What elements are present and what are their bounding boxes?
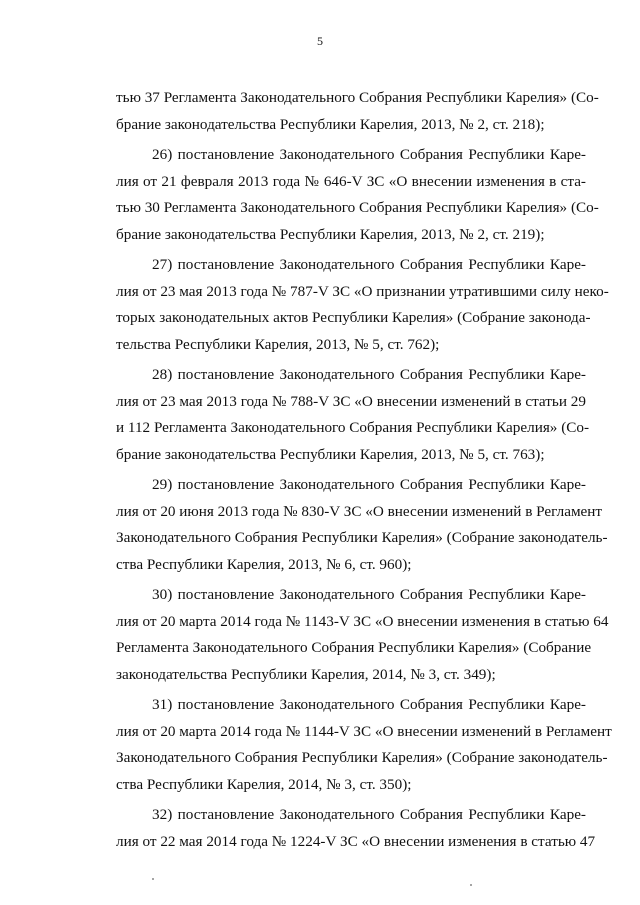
text-line: и 112 Регламента Законодательного Собрания Республики Карелия» (Со-: [116, 419, 590, 436]
text-line: лия от 23 мая 2013 года № 788-V ЗС «О внесении изменений в статьи 29: [116, 392, 586, 410]
text-line: Законодательного Собрания Республики Карелия» (Собрание законодатель-: [116, 749, 608, 766]
text-line: брание законодательства Республики Карелия, 2013, № 5, ст. 763);: [116, 445, 545, 463]
text-line: 28) постановление Законодательного Собрания Республики Каре-: [152, 366, 586, 383]
text-line: 29) постановление Законодательного Собрания Республики Каре-: [152, 476, 586, 493]
text-line: лия от 20 марта 2014 года № 1144-V ЗС «О внесении изменений в Регламент: [116, 722, 612, 740]
list-item-28: [116, 362, 590, 468]
scan-speck: [470, 884, 472, 886]
list-item-29: [116, 472, 608, 578]
text-line: брание законодательства Республики Карелия, 2013, № 2, ст. 218);: [116, 115, 545, 133]
text-line: 30) постановление Законодательного Собрания Республики Каре-: [152, 586, 586, 603]
text-line: торых законодательных актов Республики Карелия» (Собрание законода-: [116, 309, 591, 326]
text-line: законодательства Республики Карелия, 2014, № 3, ст. 349);: [116, 665, 496, 683]
list-item-30: [116, 582, 609, 688]
text-line: лия от 22 мая 2014 года № 1224-V ЗС «О внесении изменения в статью 47: [116, 832, 596, 850]
text-line: лия от 20 марта 2014 года № 1143-V ЗС «О внесении изменения в статью 64: [116, 612, 609, 630]
text-line: тью 37 Регламента Законодательного Собрания Республики Карелия» (Со-: [116, 89, 599, 106]
text-line: лия от 20 июня 2013 года № 830-V ЗС «О внесении изменений в Регламент: [116, 502, 603, 520]
text-line: ства Республики Карелия, 2013, № 6, ст. 960);: [116, 555, 412, 573]
document-body: [116, 85, 612, 859]
text-line: Законодательного Собрания Республики Карелия» (Собрание законодатель-: [116, 529, 608, 546]
text-line: Регламента Законодательного Собрания Республики Карелия» (Собрание: [116, 639, 592, 656]
list-item-26: [116, 142, 599, 248]
text-line: ства Республики Карелия, 2014, № 3, ст. 350);: [116, 775, 412, 793]
text-line: 31) постановление Законодательного Собрания Республики Каре-: [152, 696, 586, 713]
list-item-31: [116, 692, 612, 798]
text-line: 32) постановление Законодательного Собрания Республики Каре-: [152, 806, 586, 823]
page-number: 5: [317, 34, 323, 48]
paragraph-continuation: [116, 85, 599, 138]
text-line: 26) постановление Законодательного Собрания Республики Каре-: [152, 146, 586, 163]
list-item-32: [116, 802, 596, 855]
text-line: брание законодательства Республики Карелия, 2013, № 2, ст. 219);: [116, 225, 545, 243]
text-line: лия от 21 февраля 2013 года № 646-V ЗС «О внесении изменения в ста-: [116, 172, 586, 190]
text-line: тью 30 Регламента Законодательного Собрания Республики Карелия» (Со-: [116, 199, 599, 216]
text-line: 27) постановление Законодательного Собрания Республики Каре-: [152, 256, 586, 273]
text-line: тельства Республики Карелия, 2013, № 5, ст. 762);: [116, 335, 440, 353]
list-item-27: [116, 252, 609, 358]
scan-speck: [152, 878, 154, 880]
text-line: лия от 23 мая 2013 года № 787-V ЗС «О признании утратившими силу неко-: [116, 282, 609, 300]
